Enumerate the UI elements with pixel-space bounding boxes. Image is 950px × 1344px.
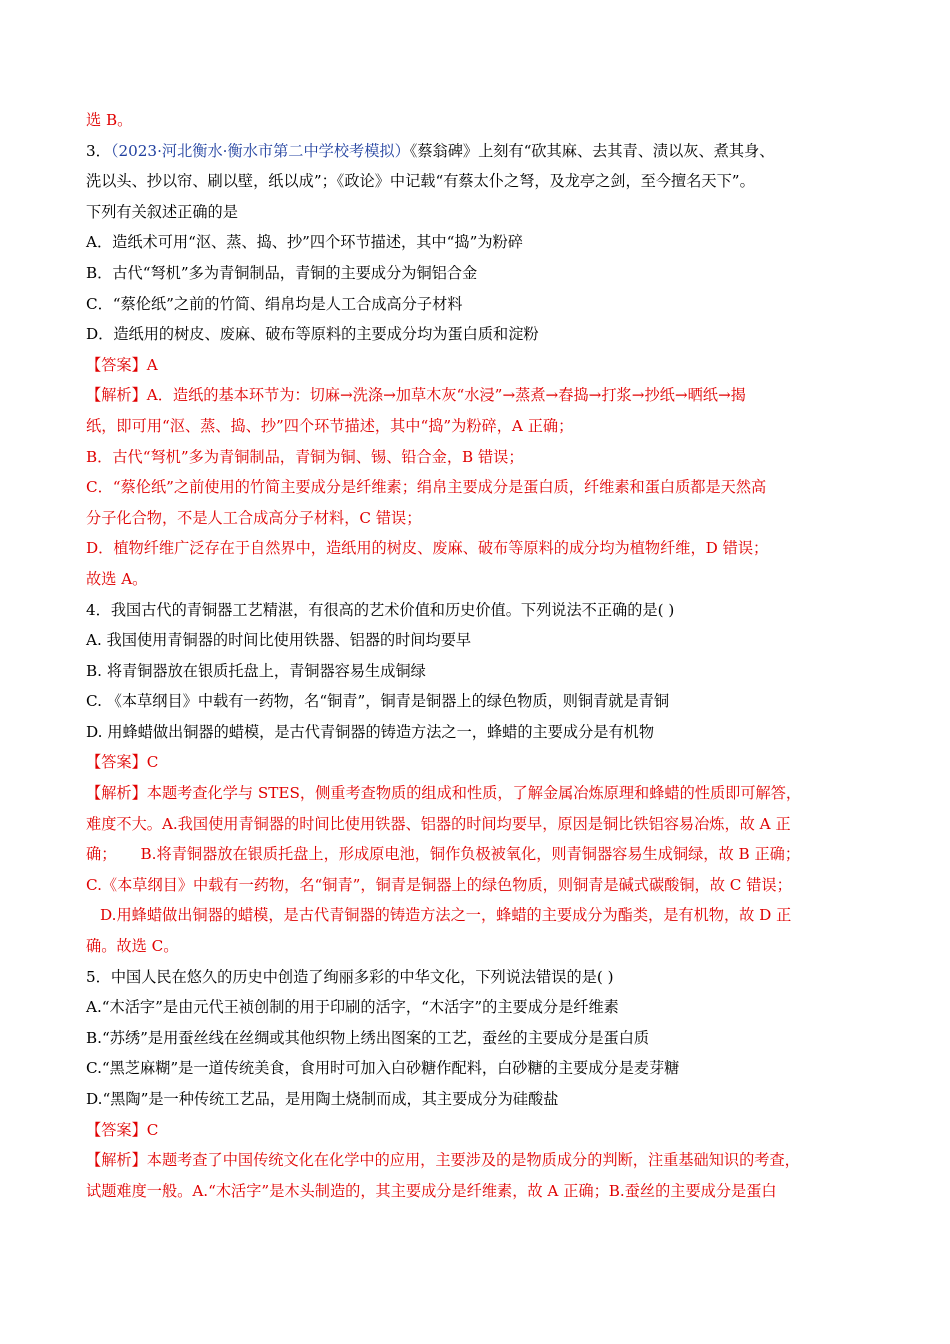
analysis-line: 分子化合物，不是人工合成高分子材料，C 错误； (86, 508, 422, 527)
analysis-line: 纸，即可用“沤、蒸、捣、抄”四个环节描述，其中“捣”为粉碎，A 正确； (86, 416, 574, 435)
document-page (86, 110, 876, 1211)
analysis-line: C．“蔡伦纸”之前使用的竹简主要成分是纤维素；绢帛主要成分是蛋白质，纤维素和蛋白质都是天然高 (86, 478, 767, 497)
analysis-line: 确； B.将青铜器放在银质托盘上，形成原电池，铜作负极被氧化，则青铜器容易生成铜绿，故 B 正确； (86, 845, 801, 864)
analysis-line: 故选 A。 (86, 569, 148, 588)
analysis-line: D．植物纤维广泛存在于自然界中，造纸用的树皮、废麻、破布等原料的成分均为植物纤维，D 错误； (86, 539, 769, 558)
answer-line: 【答案】A (86, 355, 158, 374)
option-b: B. 将青铜器放在银质托盘上，青铜器容易生成铜绿 (86, 661, 426, 680)
analysis-line: 【解析】本题考查化学与 STES，侧重考查物质的组成和性质，了解金属冶炼原理和蜂蜡的性质即可解答， (86, 784, 802, 803)
option-c: C．“蔡伦纸”之前的竹简、绢帛均是人工合成高分子材料 (86, 294, 463, 313)
question-text: 《蔡翁碑》上刻有“砍其麻、去其青、渍以灰、煮其身、 (409, 141, 775, 160)
option-a: A．造纸术可用“沤、蒸、捣、抄”四个环节描述，其中“捣”为粉碎 (86, 233, 523, 252)
option-d: D．造纸用的树皮、废麻、破布等原料的主要成分均为蛋白质和淀粉 (86, 325, 539, 344)
option-d: D.“黑陶”是一种传统工艺品，是用陶土烧制而成，其主要成分为硅酸盐 (86, 1090, 559, 1108)
analysis-line: B．古代“弩机”多为青铜制品，青铜为铜、锡、铅合金，B 错误； (86, 447, 524, 466)
text-line: 下列有关叙述正确的是 (86, 202, 238, 221)
question-3-stem (86, 141, 876, 161)
analysis-line: 【解析】A．造纸的基本环节为：切麻→洗涤→加草木灰“水浸”→蒸煮→舂捣→打浆→抄纸→晒纸→揭 (86, 386, 746, 405)
question-source: （2023·河北衡水·衡水市第二中学校考模拟） (110, 141, 410, 160)
answer-line: 【答案】C (86, 1120, 159, 1139)
question-number: 3． (86, 141, 111, 160)
option-b: B．古代“弩机”多为青铜制品，青铜的主要成分为铜铝合金 (86, 263, 478, 282)
analysis-line: C.《本草纲目》中载有一药物，名“铜青”，铜青是铜器上的绿色物质，则铜青是碱式碳酸铜，故 C 错误； (86, 875, 792, 894)
option-c: C. 《本草纲目》中载有一药物，名“铜青”，铜青是铜器上的绿色物质，则铜青就是青铜 (86, 692, 670, 711)
analysis-line: 【解析】本题考查了中国传统文化在化学中的应用，主要涉及的是物质成分的判断，注重基础知识的考查， (86, 1151, 800, 1170)
option-b: B.“苏绣”是用蚕丝线在丝绸或其他织物上绣出图案的工艺，蚕丝的主要成分是蛋白质 (86, 1028, 650, 1047)
option-c: C.“黑芝麻糊”是一道传统美食，食用时可加入白砂糖作配料，白砂糖的主要成分是麦芽糖 (86, 1059, 680, 1078)
option-d: D. 用蜂蜡做出铜器的蜡模，是古代青铜器的铸造方法之一，蜂蜡的主要成分是有机物 (86, 722, 655, 741)
option-a: A.“木活字”是由元代王祯创制的用于印刷的活字，“木活字”的主要成分是纤维素 (86, 998, 619, 1017)
question-5-stem: 5．中国人民在悠久的历史中创造了绚丽多彩的中华文化，下列说法错误的是( ) (86, 967, 614, 986)
option-a: A. 我国使用青铜器的时间比使用铁器、铝器的时间均要早 (86, 631, 472, 650)
analysis-line: 难度不大。A.我国使用青铜器的时间比使用铁器、铝器的时间均要早，原因是铜比铁铝容易冶炼，故 A 正 (86, 814, 791, 833)
analysis-line: 确。故选 C。 (86, 937, 179, 956)
text-line: 选 B。 (86, 111, 133, 129)
answer-line: 【答案】C (86, 753, 159, 772)
analysis-line: 试题难度一般。A.“木活字”是木头制造的，其主要成分是纤维素，故 A 正确；B.蚕丝的主要成分是蛋白 (86, 1181, 777, 1200)
text-line: 洗以头、抄以帘、刷以壁，纸以成”；《政论》中记载“有蔡太仆之弩，及龙亭之剑，至今擅名天下”。 (86, 172, 755, 191)
question-4-stem: 4．我国古代的青铜器工艺精湛，有很高的艺术价值和历史价值。下列说法不正确的是( ) (86, 600, 675, 619)
analysis-line: D.用蜂蜡做出铜器的蜡模，是古代青铜器的铸造方法之一，蜂蜡的主要成分为酯类，是有机物，故 D 正 (100, 906, 792, 925)
